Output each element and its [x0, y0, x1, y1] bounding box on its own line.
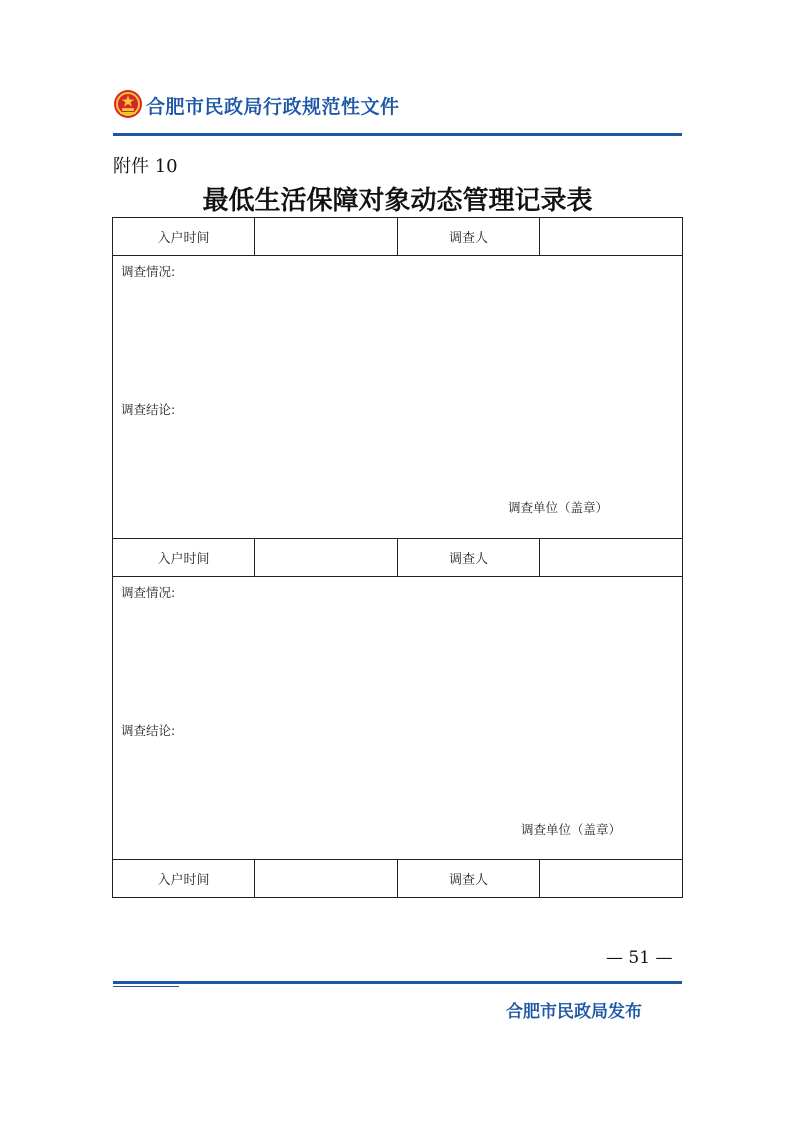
page-number: — 51 —	[606, 948, 673, 968]
header-title: 合肥市民政局行政规范性文件	[146, 96, 400, 118]
document-title: 最低生活保障对象动态管理记录表	[202, 186, 593, 216]
situation-label: 调查情况:	[121, 585, 176, 600]
record-block[interactable]	[113, 577, 683, 860]
conclusion-label: 调查结论:	[121, 402, 176, 417]
table-row	[113, 218, 683, 256]
investigator-label: 调查人	[398, 860, 540, 898]
footer-rule	[113, 981, 682, 984]
visit-time-label: 入户时间	[113, 539, 255, 577]
investigator-field[interactable]	[540, 218, 683, 256]
seal-label: 调查单位（盖章）	[508, 500, 609, 515]
investigator-label: 调查人	[398, 218, 540, 256]
visit-time-label: 入户时间	[113, 860, 255, 898]
visit-time-field[interactable]	[255, 539, 398, 577]
table-row	[113, 256, 683, 539]
conclusion-label: 调查结论:	[121, 723, 176, 738]
attachment-label: 附件 10	[113, 156, 178, 177]
visit-time-label: 入户时间	[113, 218, 255, 256]
investigator-field[interactable]	[540, 539, 683, 577]
table-row	[113, 539, 683, 577]
investigator-label: 调查人	[398, 539, 540, 577]
situation-label: 调查情况:	[121, 264, 176, 279]
table-row	[113, 577, 683, 860]
record-block[interactable]	[113, 256, 683, 539]
visit-time-field[interactable]	[255, 860, 398, 898]
record-form-table	[112, 217, 683, 898]
footer-publisher: 合肥市民政局发布	[506, 1002, 642, 1022]
footer-rule-accent	[113, 986, 179, 987]
visit-time-field[interactable]	[255, 218, 398, 256]
seal-label: 调查单位（盖章）	[521, 822, 622, 837]
header-rule	[113, 133, 682, 136]
table-row	[113, 860, 683, 898]
investigator-field[interactable]	[540, 860, 683, 898]
national-emblem-icon	[113, 89, 143, 119]
